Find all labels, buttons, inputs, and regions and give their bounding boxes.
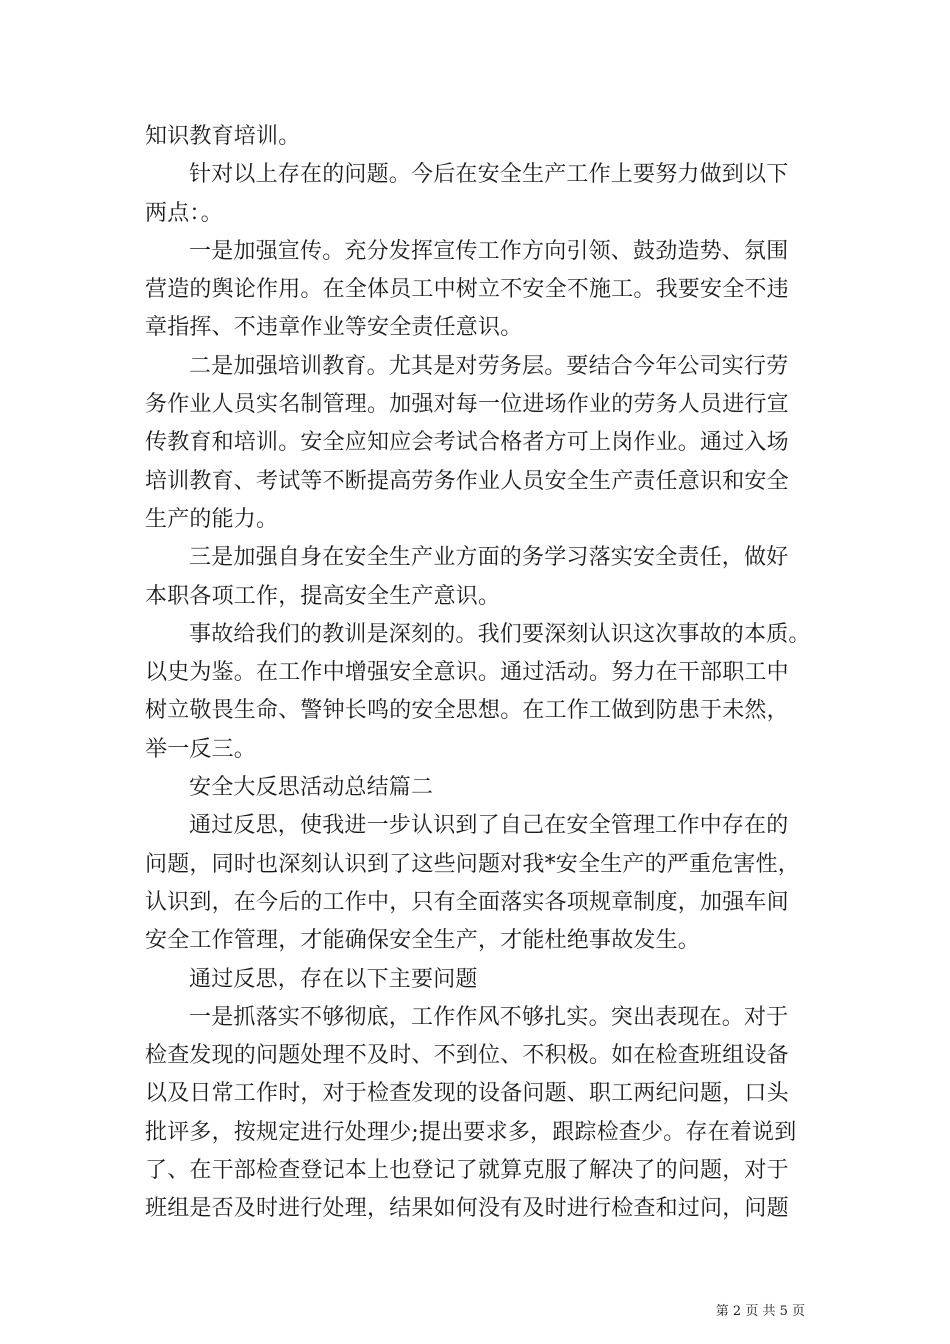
text-line: 批评多，按规定进行处理少;提出要求多，跟踪检查少。存在着说到 (145, 1119, 797, 1145)
text-line: 以史为鉴。在工作中增强安全意识。通过活动。努力在干部职工中 (145, 660, 789, 686)
text-line: 通过反思，存在以下主要问题 (189, 966, 478, 992)
text-line: 事故给我们的教训是深刻的。我们要深刻认识这次事故的本质。 (189, 621, 811, 647)
text-line: 一是加强宣传。充分发挥宣传工作方向引领、鼓劲造势、氛围 (189, 238, 789, 264)
text-line: 安全大反思活动总结篇二 (189, 775, 434, 801)
text-line: 举一反三。 (145, 736, 257, 762)
text-line: 检查发现的问题处理不及时、不到位、不积极。如在检查班组设备 (145, 1043, 789, 1069)
text-line: 了、在干部检查登记本上也登记了就算克服了解决了的问题，对于 (145, 1158, 789, 1184)
text-line: 营造的舆论作用。在全体员工中树立不安全不施工。我要安全不违 (145, 277, 789, 303)
text-line: 问题，同时也深刻认识到了这些问题对我*安全生产的严重危害性， (145, 851, 801, 877)
text-line: 章指挥、不违章作业等安全责任意识。 (145, 315, 523, 341)
document-body (145, 118, 810, 1229)
text-line: 三是加强自身在安全生产业方面的务学习落实安全责任，做好 (189, 545, 789, 571)
text-line: 生产的能力。 (145, 506, 279, 532)
text-line: 班组是否及时进行处理，结果如何没有及时进行检查和过问，问题 (145, 1196, 789, 1222)
text-line: 两点：。 (145, 200, 223, 226)
text-line: 知识教育培训。 (145, 124, 301, 149)
text-line: 通过反思，使我进一步认识到了自己在安全管理工作中存在的 (189, 813, 789, 839)
text-line: 培训教育、考试等不断提高劳务作业人员安全生产责任意识和安全 (145, 468, 789, 494)
text-line: 传教育和培训。安全应知应会考试合格者方可上岗作业。通过入场 (145, 430, 789, 456)
text-line: 二是加强培训教育。尤其是对劳务层。要结合今年公司实行劳 (189, 353, 789, 379)
text-line: 务作业人员实名制管理。加强对每一位进场作业的劳务人员进行宣 (145, 392, 789, 418)
text-line: 以及日常工作时，对于检查发现的设备问题、职工两纪问题，口头 (145, 1081, 789, 1107)
text-line: 安全工作管理，才能确保安全生产，才能杜绝事故发生。 (145, 928, 701, 954)
text-line: 本职各项工作，提高安全生产意识。 (145, 583, 501, 609)
text-line: 认识到，在今后的工作中，只有全面落实各项规章制度，加强车间 (145, 889, 789, 915)
page-number-footer: 第 2 页 共 5 页 (715, 1304, 805, 1319)
text-line: 针对以上存在的问题。今后在安全生产工作上要努力做到以下 (189, 162, 789, 188)
text-line: 一是抓落实不够彻底，工作作风不够扎实。突出表现在。对于 (189, 1004, 789, 1030)
text-line: 树立敬畏生命、警钟长鸣的安全思想。在工作工做到防患于未然， (145, 698, 789, 724)
